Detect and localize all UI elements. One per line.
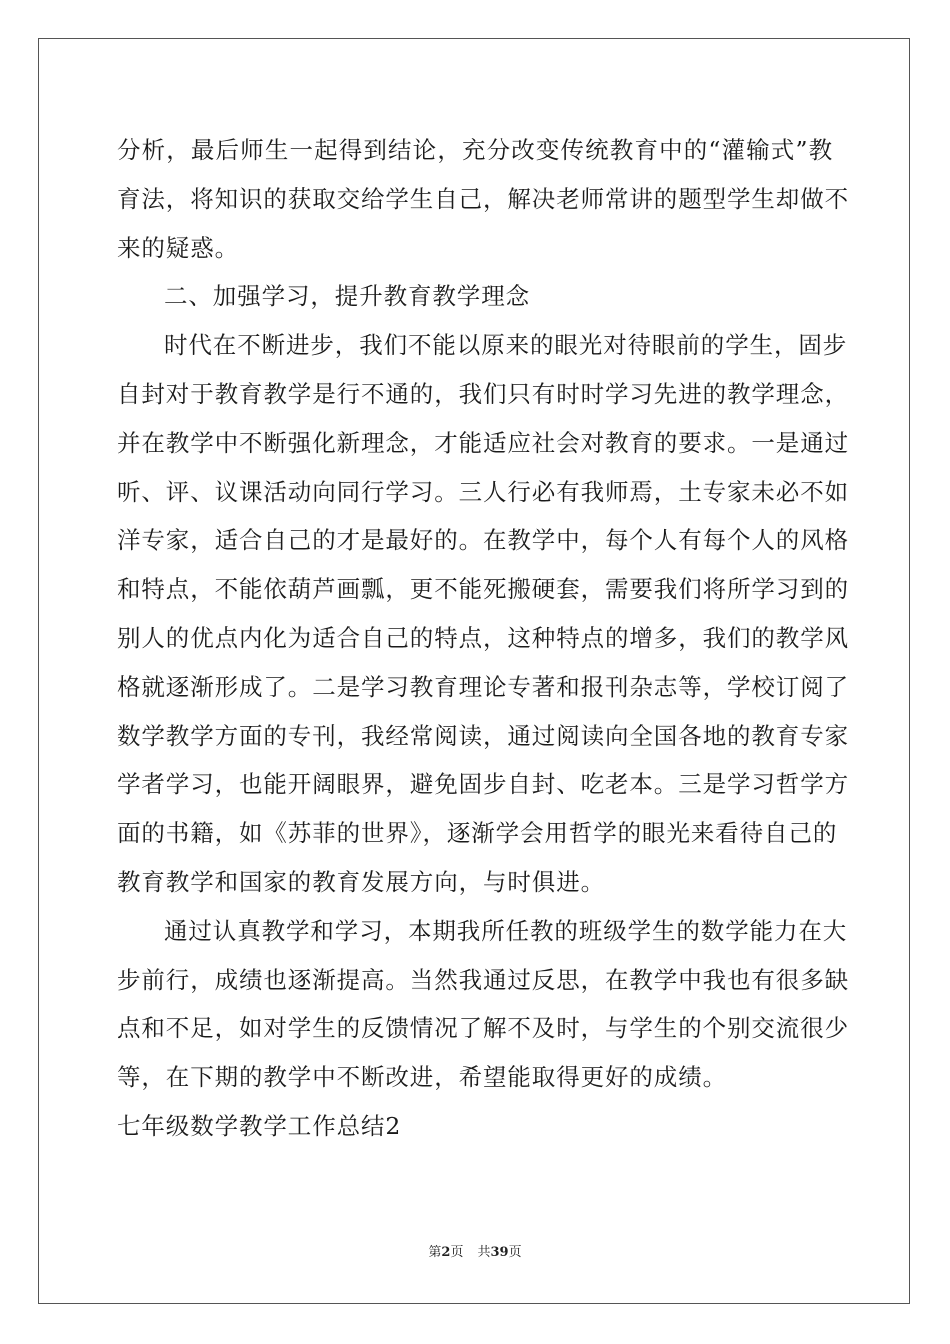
total-suffix: 页 <box>508 1245 522 1260</box>
text-line: 来的疑惑。 <box>117 233 239 262</box>
text-line: 点和不足，如对学生的反馈情况了解不及时，与学生的个别交流很少 <box>117 1014 849 1043</box>
document-body <box>117 126 849 1151</box>
document-subtitle: 七年级数学教学工作总结2 <box>117 1111 402 1140</box>
page-prefix: 第 <box>428 1245 442 1260</box>
text-line: 通过认真教学和学习，本期我所任教的班级学生的数学能力在大 <box>164 916 848 945</box>
total-pages: 39 <box>490 1245 509 1260</box>
text-line: 自封对于教育教学是行不通的，我们只有时时学习先进的教学理念， <box>117 379 849 408</box>
text-line: 面的书籍，如《苏菲的世界》，逐渐学会用哲学的眼光来看待自己的 <box>117 819 838 848</box>
text-line: 步前行，成绩也逐渐提高。当然我通过反思，在教学中我也有很多缺 <box>117 965 849 994</box>
page-footer <box>0 1241 950 1260</box>
text-line: 时代在不断进步，我们不能以原来的眼光对待眼前的学生，固步 <box>164 331 848 360</box>
page-number: 2 <box>441 1245 451 1260</box>
text-line: 学者学习，也能开阔眼界，避免固步自封、吃老本。三是学习哲学方 <box>117 770 849 799</box>
total-prefix: 共 <box>477 1245 491 1260</box>
text-line: 教育教学和国家的教育发展方向，与时俱进。 <box>117 867 605 896</box>
text-line: 听、评、议课活动向同行学习。三人行必有我师焉，土专家未必不如 <box>117 477 849 506</box>
text-line: 格就逐渐形成了。二是学习教育理论专著和报刊杂志等，学校订阅了 <box>117 672 849 701</box>
text-line: 并在教学中不断强化新理念，才能适应社会对教育的要求。一是通过 <box>117 428 849 457</box>
text-line: 数学教学方面的专刊，我经常阅读，通过阅读向全国各地的教育专家 <box>117 721 849 750</box>
text-line: 育法，将知识的获取交给学生自己，解决老师常讲的题型学生却做不 <box>117 184 849 213</box>
text-line: 分析，最后师生一起得到结论，充分改变传统教育中的“灌输式”教 <box>117 136 833 164</box>
page-suffix: 页 <box>450 1245 464 1260</box>
text-line: 等，在下期的教学中不断改进，希望能取得更好的成绩。 <box>117 1063 727 1092</box>
text-line: 和特点，不能依葫芦画瓢，更不能死搬硬套，需要我们将所学习到的 <box>117 575 849 604</box>
section-heading: 二、加强学习，提升教育教学理念 <box>164 282 530 311</box>
text-line: 别人的优点内化为适合自己的特点，这种特点的增多，我们的教学风 <box>117 623 849 652</box>
text-line: 洋专家，适合自己的才是最好的。在教学中，每个人有每个人的风格 <box>117 526 849 555</box>
